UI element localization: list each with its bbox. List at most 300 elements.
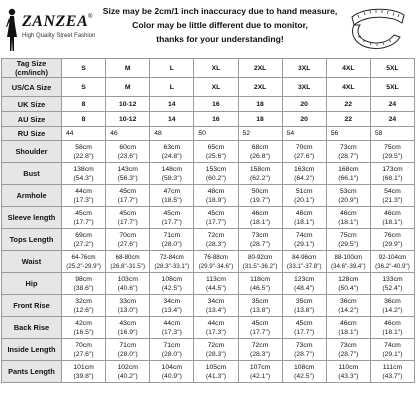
table-cell [238,229,282,251]
inch-value: (29.1") [294,240,315,248]
table-cell [282,317,326,339]
cm-value: 107cm [249,363,271,371]
cm-value: 50cm [251,187,269,195]
table-cell [238,112,282,127]
cm-value: 45cm [295,319,313,327]
table-cell [370,273,414,295]
table-row [2,339,415,361]
table-cell [370,295,414,317]
inch-value: (66.1") [338,174,359,182]
table-cell [370,361,414,383]
table-cell [238,251,282,273]
cm-value: 53cm [340,187,357,195]
size-value: 48 [154,130,162,137]
table-cell [62,273,106,295]
table-cell [106,207,150,229]
table-cell [238,163,282,185]
inch-value: (17.7") [73,218,94,226]
cm-value: 173cm [382,165,403,173]
table-cell [238,339,282,361]
cm-value: 74cm [384,341,401,349]
cm-value: 54cm [384,187,401,195]
cm-value: 70cm [75,341,92,349]
cm-value: 71cm [163,341,181,349]
table-cell [282,112,326,127]
table-cell [282,185,326,207]
table-cell [194,339,238,361]
cm-value: 60cm [119,143,136,151]
table-cell [326,207,370,229]
table-cell [238,59,282,78]
table-cell [326,317,370,339]
table-cell [62,163,106,185]
inch-value: (44.5") [205,284,227,292]
table-cell [62,127,106,141]
cm-value: 118cm [250,275,271,283]
row-label [2,127,62,141]
cm-value: 163cm [293,165,315,173]
inch-value: (29.1") [382,350,403,358]
size-value: L [169,83,174,91]
table-cell [194,229,238,251]
cm-value: 44cm [163,319,181,327]
size-value: 3XL [297,83,311,91]
row-label [2,273,62,295]
row-label [2,78,62,97]
cm-value: 46cm [340,209,357,217]
table-cell [194,97,238,112]
cm-value: 45cm [75,209,92,217]
table-cell [150,339,194,361]
cm-value: 43cm [119,319,136,327]
row-label-text: Sleeve length [7,213,56,222]
table-cell [106,78,150,97]
table-cell [194,317,238,339]
row-label [2,59,62,78]
brand-tagline: High Quality Street Fashion [22,33,96,39]
inch-value: (28.7") [249,240,271,248]
inch-value: (27.6") [117,240,138,248]
table-cell [282,295,326,317]
table-cell [106,229,150,251]
table-cell [238,317,282,339]
table-cell [194,141,238,163]
table-cell [326,361,370,383]
cm-value: 72cm [207,341,225,349]
inch-value: (27.6") [294,152,315,160]
table-cell [194,78,238,97]
table-cell [370,141,414,163]
row-label-text: Tops Length [9,235,54,244]
measuring-tape-icon [344,3,410,55]
cm-value: 45cm [119,209,136,217]
table-cell [238,97,282,112]
inch-value: (28.3"-33.1") [154,262,190,270]
row-label [2,97,62,112]
table-row [2,273,415,295]
inch-value: (17.7") [117,218,138,226]
table-cell [194,112,238,127]
table-cell [326,141,370,163]
inch-value: (24.8") [161,152,182,160]
inch-value: (19.7") [249,196,271,204]
row-label-text: US/CA Size [11,82,52,92]
cm-value: 75cm [384,143,401,151]
table-row [2,361,415,383]
size-value: 14 [168,115,176,123]
inch-value: (17.7") [161,218,182,226]
table-cell [106,141,150,163]
cm-value: 73cm [295,341,313,349]
cm-value: 84-96cm [292,253,317,261]
table-cell [282,78,326,97]
cm-value: 72cm [207,231,225,239]
cm-value: 133cm [382,275,403,283]
inch-value: (42.1") [249,372,271,380]
cm-value: 102cm [117,363,138,371]
notice-line: Size may be 2cm/1 inch inaccuracy due to hand measure, [102,6,338,16]
inch-value: (25.2"-29.9") [66,262,101,270]
table-cell [326,163,370,185]
row-label [2,163,62,185]
table-cell [106,273,150,295]
table-cell [370,78,414,97]
inch-value: (18.1") [338,328,359,336]
cm-value: 34cm [207,297,225,305]
table-cell [106,317,150,339]
table-cell [106,295,150,317]
table-cell [238,361,282,383]
size-value: L [169,64,174,72]
row-label-text: AU Size [17,114,46,124]
inch-value: (16.5") [73,328,94,336]
row-label-text: Tag Size [16,59,47,68]
table-cell [194,273,238,295]
table-cell [326,295,370,317]
size-value: 5XL [386,83,399,91]
inch-value: (20.1") [294,196,315,204]
table-cell [326,112,370,127]
row-label [2,229,62,251]
cm-value: 42cm [75,319,92,327]
table-cell [326,185,370,207]
table-cell [370,112,414,127]
cm-value: 103cm [117,275,138,283]
inch-value: (17.3") [161,328,182,336]
table-cell [106,112,150,127]
table-cell [370,97,414,112]
inch-value: (62.2") [249,174,271,182]
cm-value: 73cm [340,143,357,151]
inch-value: (17.3") [73,196,94,204]
inch-value: (28.0") [117,350,138,358]
cm-value: 63cm [163,143,181,151]
row-label-text: Inside Length [7,345,56,354]
cm-value: 70cm [295,143,313,151]
cm-value: 98cm [75,275,92,283]
size-value: 22 [344,115,353,123]
cm-value: 69cm [75,231,92,239]
inch-value: (27.2") [73,240,94,248]
size-value: 5XL [386,64,399,72]
table-cell [370,59,414,78]
table-cell [194,295,238,317]
size-value: S [81,64,86,72]
inch-value: (56.3") [117,174,138,182]
brand-logo [4,5,100,55]
inch-value: (34.6"-39.4") [330,262,366,270]
size-value: XL [211,64,221,72]
size-value: 24 [388,100,397,108]
cm-value: 80-92cm [248,253,273,261]
cm-value: 101cm [73,363,94,371]
table-cell [150,141,194,163]
size-value: 2XL [253,64,267,72]
table-cell [326,339,370,361]
table-row [2,59,415,78]
table-cell [106,59,150,78]
size-value: XL [211,83,221,91]
woman-silhouette-icon [4,7,20,53]
size-value: 46 [110,130,118,137]
table-cell [150,317,194,339]
inch-value: (27.6") [73,350,94,358]
size-value: 4XL [342,64,355,72]
table-cell [194,127,238,141]
size-value: 2XL [253,83,267,91]
inch-value: (43.7") [382,372,403,380]
table-cell [238,185,282,207]
table-cell [238,273,282,295]
size-value: 18 [256,115,264,123]
cm-value: 138cm [73,165,94,173]
table-cell [62,295,106,317]
table-cell [62,229,106,251]
row-label [2,141,62,163]
size-value: 54 [286,130,295,137]
inch-value: (46.5") [249,284,271,292]
table-cell [150,127,194,141]
cm-value: 128cm [338,275,359,283]
table-cell [106,127,150,141]
inch-value: (17.7") [205,218,227,226]
inch-value: (42.5") [161,284,182,292]
table-cell [62,339,106,361]
table-cell [282,251,326,273]
table-cell [194,251,238,273]
cm-value: 68-80cm [115,253,140,261]
inch-value: (18.9") [205,196,227,204]
cm-value: 153cm [205,165,227,173]
inch-value: (29.9"-34.6") [198,262,234,270]
table-cell [62,251,106,273]
row-label-text: Shoulder [15,147,48,156]
cm-value: 36cm [340,297,357,305]
inch-value: (39.8") [73,372,94,380]
row-label [2,185,62,207]
cm-value: 32cm [75,297,92,305]
notice-line: thanks for your understanding! [156,34,284,44]
size-value: 52 [242,130,251,137]
cm-value: 45cm [163,209,181,217]
inch-value: (28.3") [205,350,227,358]
inch-value: (28.0") [161,240,182,248]
inch-value: (13.8") [249,306,271,314]
size-value: M [124,64,131,72]
table-cell [326,251,370,273]
table-row [2,185,415,207]
inch-value: (20.9") [338,196,359,204]
inch-value: (14.2") [338,306,359,314]
table-cell [106,339,150,361]
cm-value: 65cm [207,143,225,151]
size-value: 58 [374,130,383,137]
table-cell [370,229,414,251]
table-cell [62,97,106,112]
table-row [2,295,415,317]
table-cell [282,361,326,383]
table-cell [282,127,326,141]
notice-line: Color may be little different due to monitor, [132,20,308,30]
cm-value: 71cm [163,231,181,239]
size-value: 4XL [342,83,355,91]
table-cell [282,59,326,78]
size-value: M [124,83,131,91]
cm-value: 143cm [117,165,138,173]
table-cell [194,207,238,229]
cm-value: 168cm [338,165,359,173]
header [0,0,416,58]
table-cell [370,163,414,185]
cm-value: 75cm [340,231,357,239]
inch-value: (68.1") [382,174,403,182]
row-label-text: Back Rise [13,323,50,332]
inch-value: (41.3") [205,372,227,380]
cm-value: 33cm [119,297,136,305]
cm-value: 108cm [161,275,183,283]
inch-value: (40.9") [161,372,182,380]
table-cell [62,141,106,163]
row-label [2,112,62,127]
inch-value: (52.4") [382,284,403,292]
size-value: 20 [300,115,308,123]
cm-value: 68cm [251,143,269,151]
inch-value: (18.1") [382,328,403,336]
cm-value: 148cm [161,165,183,173]
inch-value: (13.0") [117,306,138,314]
table-cell [62,59,106,78]
table-cell [62,78,106,97]
size-value: 16 [212,100,220,108]
cm-value: 46cm [384,319,401,327]
row-label-text: RU Size [17,129,46,138]
cm-value: 35cm [295,297,313,305]
size-value: 18 [256,100,264,108]
table-cell [282,97,326,112]
inch-value: (13.4") [161,306,182,314]
cm-value: 44cm [207,319,225,327]
table-cell [370,339,414,361]
cm-value: 45cm [251,319,269,327]
row-label-text: Front Rise [13,301,50,310]
table-cell [150,229,194,251]
cm-value: 46cm [384,209,401,217]
table-cell [106,251,150,273]
size-value: 10-12 [118,100,137,108]
table-row [2,141,415,163]
table-row [2,112,415,127]
table-cell [282,163,326,185]
size-value: 8 [81,100,86,108]
inch-value: (18.1") [249,218,271,226]
inch-value: (40.2") [117,372,138,380]
table-row [2,317,415,339]
table-cell [370,185,414,207]
table-cell [106,163,150,185]
inch-value: (13.4") [205,306,227,314]
inch-value: (21.3") [382,196,403,204]
table-row [2,207,415,229]
row-label [2,207,62,229]
cm-value: 58cm [75,143,92,151]
table-cell [62,185,106,207]
cm-value: 74cm [295,231,313,239]
table-cell [370,251,414,273]
table-cell [150,185,194,207]
cm-value: 34cm [163,297,181,305]
table-cell [238,78,282,97]
row-label-text: Bust [23,169,40,178]
size-table [1,58,415,383]
table-cell [326,97,370,112]
cm-value: 73cm [340,341,357,349]
table-cell [326,127,370,141]
registered-mark: ® [88,14,93,20]
cm-value: 110cm [338,363,359,371]
row-label [2,295,62,317]
size-value: S [81,83,86,91]
inch-value: (28.3") [205,240,227,248]
brand-name: ZANZEA [22,13,89,30]
table-cell [194,185,238,207]
table-cell [194,59,238,78]
inch-value: (14.2") [382,306,403,314]
table-cell [370,317,414,339]
table-row [2,127,415,141]
inch-value: (28.7") [294,350,315,358]
inch-value: (23.6") [117,152,138,160]
size-value: 14 [168,100,176,108]
inch-value: (29.5") [338,240,359,248]
table-cell [62,112,106,127]
table-cell [282,141,326,163]
table-row [2,229,415,251]
table-cell [150,97,194,112]
size-value: 3XL [297,64,311,72]
table-row [2,163,415,185]
row-label-text: Hip [25,279,38,288]
inch-value: (26.8"-31.5") [110,262,146,270]
table-cell [150,163,194,185]
table-cell [150,207,194,229]
cm-value: 113cm [205,275,226,283]
inch-value: (38.6") [73,284,94,292]
table-cell [106,97,150,112]
inch-value: (28.7") [338,350,359,358]
cm-value: 92-104cm [378,253,407,261]
inch-value: (16.9") [117,328,138,336]
cm-value: 73cm [251,231,269,239]
